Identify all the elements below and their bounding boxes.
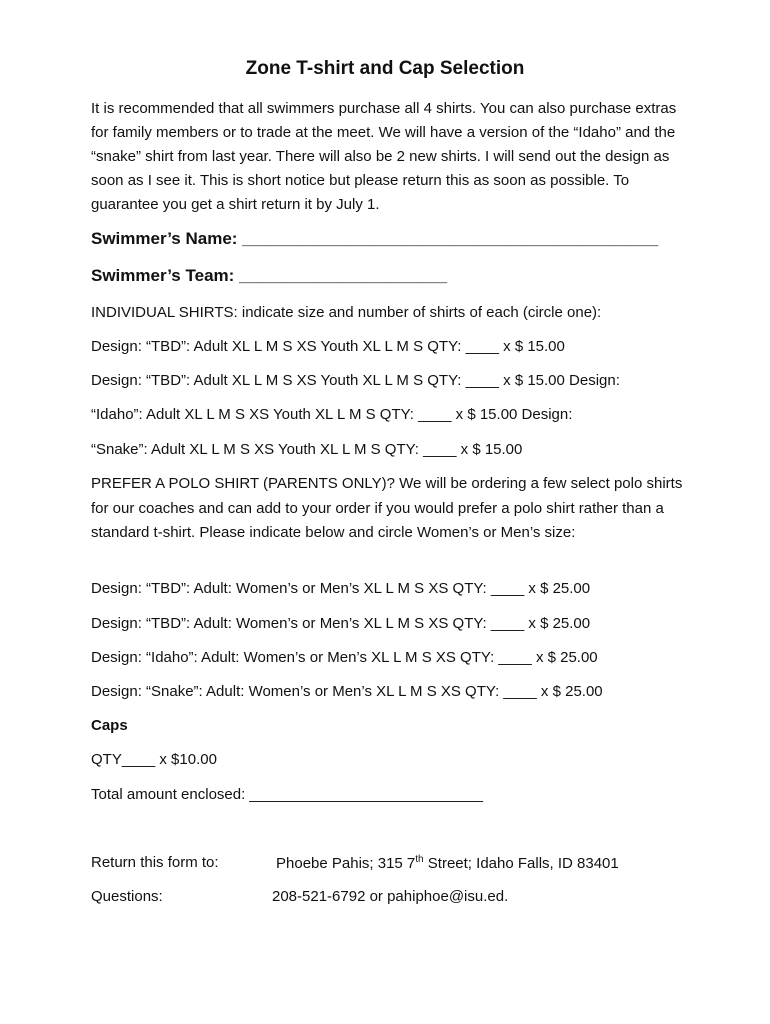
return-address-start: Phoebe Pahis; 315 7 [276, 855, 416, 872]
polo-line-tbd-2: Design: “TBD”: Adult: Women’s or Men’s XL L M S XS QTY: ____ x $ 25.00 [91, 615, 591, 632]
polo-line-snake: Design: “Snake”: Adult: Women’s or Men’s XL L M S XS QTY: ____ x $ 25.00 [91, 683, 603, 700]
caps-header: Caps [91, 717, 128, 734]
shirt-line-snake: “Snake”: Adult XL L M S XS Youth XL L M S QTY: ____ x $ 15.00 [91, 441, 523, 458]
shirt-line-tbd-2: Design: “TBD”: Adult XL L M S XS Youth XL L M S QTY: ____ x $ 15.00 Design: [91, 372, 620, 389]
page-title: Zone T-shirt and Cap Selection [245, 58, 525, 79]
polo-line-idaho: Design: “Idaho”: Adult: Women’s or Men’s XL L M S XS QTY: ____ x $ 25.00 [91, 649, 598, 666]
polo-line-tbd-1: Design: “TBD”: Adult: Women’s or Men’s XL L M S XS QTY: ____ x $ 25.00 [91, 580, 591, 597]
individual-shirts-header: INDIVIDUAL SHIRTS: indicate size and number of shirts of each (circle one): [91, 304, 602, 321]
return-address [276, 854, 619, 872]
return-address-end: Street; Idaho Falls, ID 83401 [423, 855, 619, 872]
shirt-line-tbd-1: Design: “TBD”: Adult XL L M S XS Youth XL L M S QTY: ____ x $ 15.00 [91, 338, 565, 355]
total-amount-line[interactable]: Total amount enclosed: ____________________________ [91, 786, 484, 803]
swimmer-name-field[interactable]: Swimmer’s Name: ____________________________________________ [91, 229, 659, 248]
return-label: Return this form to: [91, 854, 219, 871]
caps-qty-line[interactable]: QTY____ x $10.00 [91, 751, 217, 768]
shirt-line-idaho: “Idaho”: Adult XL L M S XS Youth XL L M S QTY: ____ x $ 15.00 Design: [91, 406, 573, 423]
questions-contact: 208-521-6792 or pahiphoe@isu.ed. [272, 888, 509, 905]
intro-paragraph: It is recommended that all swimmers purchase all 4 shirts. You can also purchase extras for family members or to trade at the meet. We will have a version of the “Idaho” and the “snake” shirt from last year. There will also be 2 new shirts. I will send out the design as soon as I see it. This is short notice but please return this as soon as possible. To guarantee you get a shirt return it by July 1. [91, 100, 677, 213]
polo-paragraph: PREFER A POLO SHIRT (PARENTS ONLY)? We will be ordering a few select polo shirts for our coaches and can add to your order if you would prefer a polo shirt rather than a standard t-shirt. Please indicate below and circle Women’s or Men’s size: [91, 475, 683, 541]
questions-label: Questions: [91, 888, 163, 905]
swimmer-team-field[interactable]: Swimmer’s Team: ______________________ [91, 266, 448, 285]
return-address-sup: th [415, 854, 424, 865]
